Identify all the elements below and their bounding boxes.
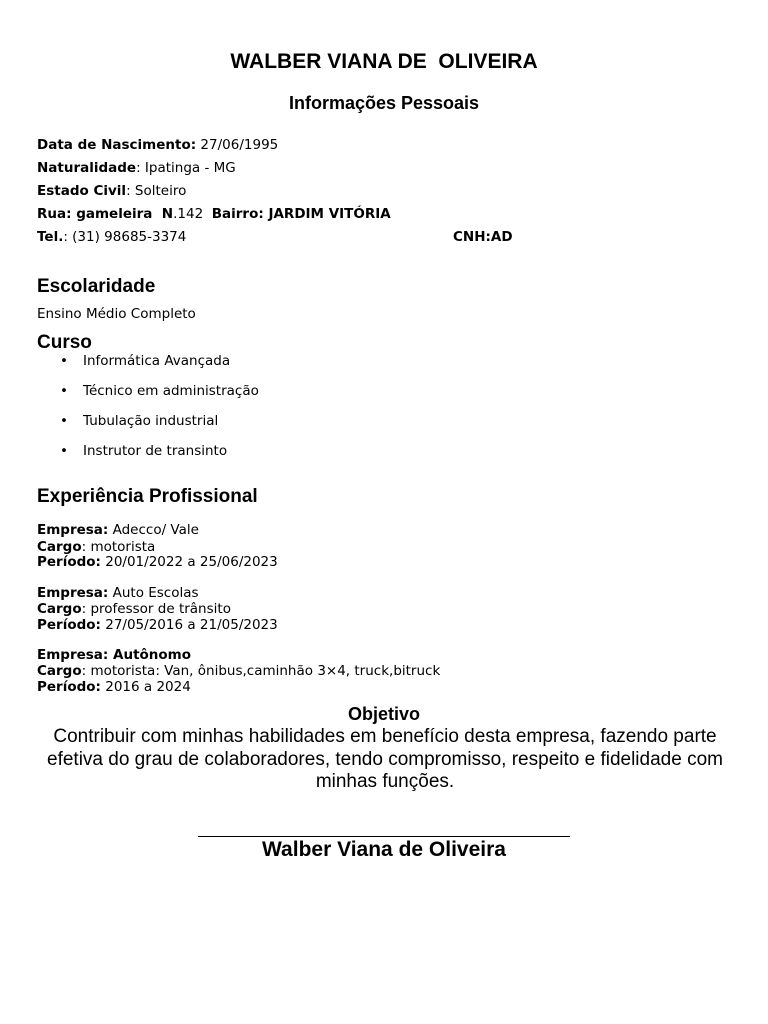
company-value: Auto Escolas — [108, 585, 199, 601]
objective-heading: Objetivo — [347, 704, 420, 724]
origin-value: : Ipatinga - MG — [136, 160, 236, 176]
job-period-line — [37, 617, 278, 633]
phone-line — [37, 229, 186, 245]
job-role-line — [37, 539, 155, 555]
company-value: Adecco/ Vale — [108, 522, 199, 538]
job-period-line — [37, 679, 191, 695]
courses-heading: Curso — [37, 332, 92, 353]
role-value: : motorista: Van, ônibus,caminhão 3×4, truck,bitruck — [81, 663, 441, 679]
course-item: Informática Avançada — [83, 353, 231, 369]
job-company-line — [37, 585, 199, 601]
role-label: Cargo — [37, 663, 82, 679]
period-label: Período: — [37, 554, 101, 570]
company-value: Autônomo — [108, 647, 192, 663]
civil-status-value: : Solteiro — [126, 183, 187, 199]
period-label: Período: — [37, 679, 101, 695]
role-label: Cargo — [37, 539, 82, 555]
job-company-line — [37, 522, 199, 538]
course-item: Tubulação industrial — [83, 413, 219, 429]
signature-line — [198, 836, 570, 837]
birth-date-line — [37, 137, 278, 153]
bullet-icon: • — [60, 443, 68, 459]
education-level: Ensino Médio Completo — [37, 306, 196, 322]
company-label: Empresa: — [37, 647, 109, 663]
phone-value: : (31) 98685-3374 — [63, 229, 187, 245]
bullet-icon: • — [60, 413, 68, 429]
origin-label: Naturalidade — [37, 160, 137, 176]
street-number: .142 — [173, 206, 212, 222]
period-value: 20/01/2022 a 25/06/2023 — [100, 554, 278, 570]
origin-line — [37, 160, 236, 176]
experience-heading: Experiência Profissional — [37, 486, 258, 507]
civil-status-label: Estado Civil — [37, 183, 127, 199]
period-value: 27/05/2016 a 21/05/2023 — [100, 617, 278, 633]
street-label: Rua: gameleira N — [37, 206, 174, 222]
signature-name: Walber Viana de Oliveira — [262, 838, 506, 861]
job-period-line — [37, 554, 278, 570]
education-heading: Escolaridade — [37, 276, 156, 297]
address-line — [37, 206, 391, 222]
personal-info-heading: Informações Pessoais — [288, 93, 480, 113]
objective-text: Contribuir com minhas habilidades em benefício desta empresa, fazendo parte efetiva do grau de colaboradores, tendo compromisso, respeito e fidelidade com minhas funções. — [47, 726, 723, 792]
birth-date-value: 27/06/1995 — [196, 137, 279, 153]
resume-name-title: WALBER VIANA DE OLIVEIRA — [230, 50, 538, 73]
birth-date-label: Data de Nascimento: — [37, 137, 197, 153]
job-role-line — [37, 663, 440, 679]
course-item: Instrutor de transinto — [83, 443, 228, 459]
job-company-line — [37, 647, 191, 663]
company-label: Empresa: — [37, 522, 109, 538]
driver-license: CNH:AD — [453, 229, 513, 245]
role-value: : motorista — [81, 539, 156, 555]
role-label: Cargo — [37, 601, 82, 617]
phone-label: Tel. — [37, 229, 64, 245]
bullet-icon: • — [60, 383, 68, 399]
civil-status-line — [37, 183, 186, 199]
company-label: Empresa: — [37, 585, 109, 601]
course-item: Técnico em administração — [83, 383, 259, 399]
role-value: : professor de trânsito — [81, 601, 231, 617]
period-label: Período: — [37, 617, 101, 633]
district: Bairro: JARDIM VITÓRIA — [211, 206, 391, 222]
period-value: 2016 a 2024 — [100, 679, 191, 695]
job-role-line — [37, 601, 231, 617]
bullet-icon: • — [60, 353, 68, 369]
